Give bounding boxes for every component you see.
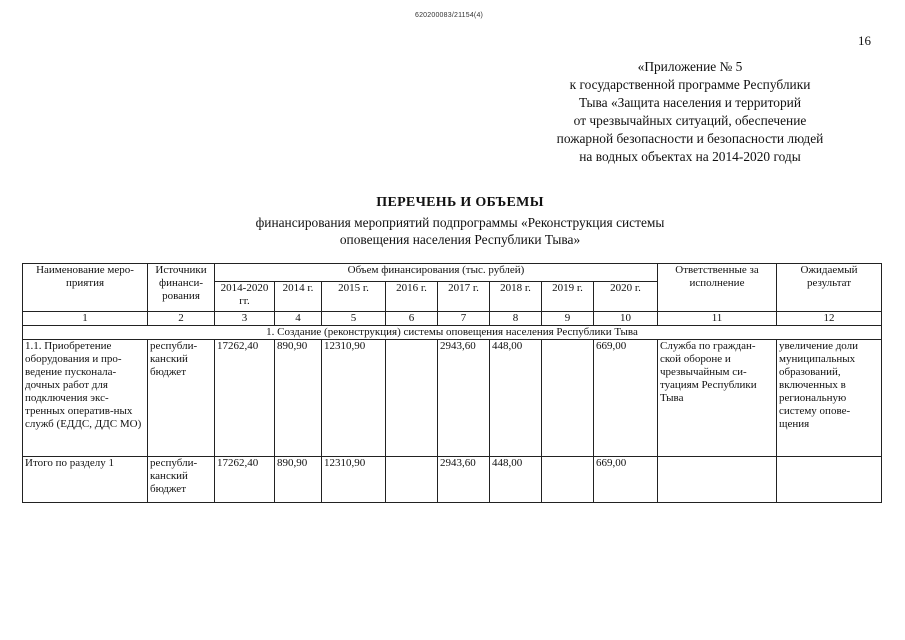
header-year: 2017 г. xyxy=(438,282,490,312)
row-name: Итого по разделу 1 xyxy=(23,457,148,503)
column-number: 8 xyxy=(490,312,542,326)
row-value: 2943,60 xyxy=(438,340,490,457)
row-result: увеличение доли муниципальных образований, включенных в региональную систему опове-щения xyxy=(777,340,882,457)
header-year: 2019 г. xyxy=(542,282,594,312)
table-row xyxy=(23,457,882,503)
appendix-line: от чрезвычайных ситуаций, обеспечение xyxy=(573,113,807,128)
row-value: 12310,90 xyxy=(322,457,386,503)
header-year: 2020 г. xyxy=(594,282,658,312)
appendix-line: на водных объектах на 2014-2020 годы xyxy=(579,149,801,164)
header-year: 2018 г. xyxy=(490,282,542,312)
row-value: 890,90 xyxy=(275,457,322,503)
column-number: 3 xyxy=(215,312,275,326)
appendix-line: «Приложение № 5 xyxy=(637,59,743,74)
row-value xyxy=(386,457,438,503)
header-year: 2015 г. xyxy=(322,282,386,312)
row-value: 669,00 xyxy=(594,457,658,503)
document-subtitle xyxy=(150,214,770,248)
table-header-row xyxy=(23,264,882,282)
section-title: 1. Создание (реконструкция) системы оповещения населения Республики Тыва xyxy=(23,326,882,340)
row-value: 890,90 xyxy=(275,340,322,457)
row-value: 669,00 xyxy=(594,340,658,457)
appendix-line: к государственной программе Республики xyxy=(569,77,811,92)
header-year: 2014-2020 гг. xyxy=(215,282,275,312)
header-volume: Объем финансирования (тыс. рублей) xyxy=(215,264,658,282)
document-id: 620200083/21154(4) xyxy=(415,12,484,19)
row-source: республи-канский бюджет xyxy=(148,457,215,503)
row-source: республи-канский бюджет xyxy=(148,340,215,457)
row-value: 17262,40 xyxy=(215,340,275,457)
column-number: 11 xyxy=(658,312,777,326)
header-source: Источники финанси-рования xyxy=(148,264,215,312)
column-number: 6 xyxy=(386,312,438,326)
row-name: 1.1. Приобретение оборудования и про-ведение пусконала-дочных работ для подключения экс-тренных оператив-ных служб (ЕДДС, ДДС МО) xyxy=(23,340,148,457)
row-value xyxy=(542,340,594,457)
row-responsible xyxy=(658,457,777,503)
column-number: 9 xyxy=(542,312,594,326)
column-number: 2 xyxy=(148,312,215,326)
appendix-header xyxy=(480,58,900,166)
row-responsible: Служба по граждан-ской обороне и чрезвычайным си-туациям Республики Тыва xyxy=(658,340,777,457)
column-number: 12 xyxy=(777,312,882,326)
table-row xyxy=(23,340,882,457)
row-value: 448,00 xyxy=(490,457,542,503)
section-row xyxy=(23,326,882,340)
row-value: 17262,40 xyxy=(215,457,275,503)
appendix-line: пожарной безопасности и безопасности людей xyxy=(556,131,824,146)
document-title: ПЕРЕЧЕНЬ И ОБЪЕМЫ xyxy=(376,195,544,210)
subtitle-line: оповещения населения Республики Тыва» xyxy=(339,232,581,247)
funding-table xyxy=(22,263,882,503)
header-year: 2014 г. xyxy=(275,282,322,312)
column-number: 4 xyxy=(275,312,322,326)
header-name: Наименование меро-приятия xyxy=(23,264,148,312)
column-number: 1 xyxy=(23,312,148,326)
column-number-row xyxy=(23,312,882,326)
row-value xyxy=(542,457,594,503)
header-result: Ожидаемый результат xyxy=(777,264,882,312)
row-value: 12310,90 xyxy=(322,340,386,457)
header-responsible: Ответственные за исполнение xyxy=(658,264,777,312)
page-number: 16 xyxy=(858,33,871,48)
row-result xyxy=(777,457,882,503)
column-number: 5 xyxy=(322,312,386,326)
column-number: 7 xyxy=(438,312,490,326)
row-value: 448,00 xyxy=(490,340,542,457)
subtitle-line: финансирования мероприятий подпрограммы «Реконструкция системы xyxy=(255,215,665,230)
column-number: 10 xyxy=(594,312,658,326)
header-year: 2016 г. xyxy=(386,282,438,312)
row-value: 2943,60 xyxy=(438,457,490,503)
row-value xyxy=(386,340,438,457)
appendix-line: Тыва «Защита населения и территорий xyxy=(579,95,801,110)
